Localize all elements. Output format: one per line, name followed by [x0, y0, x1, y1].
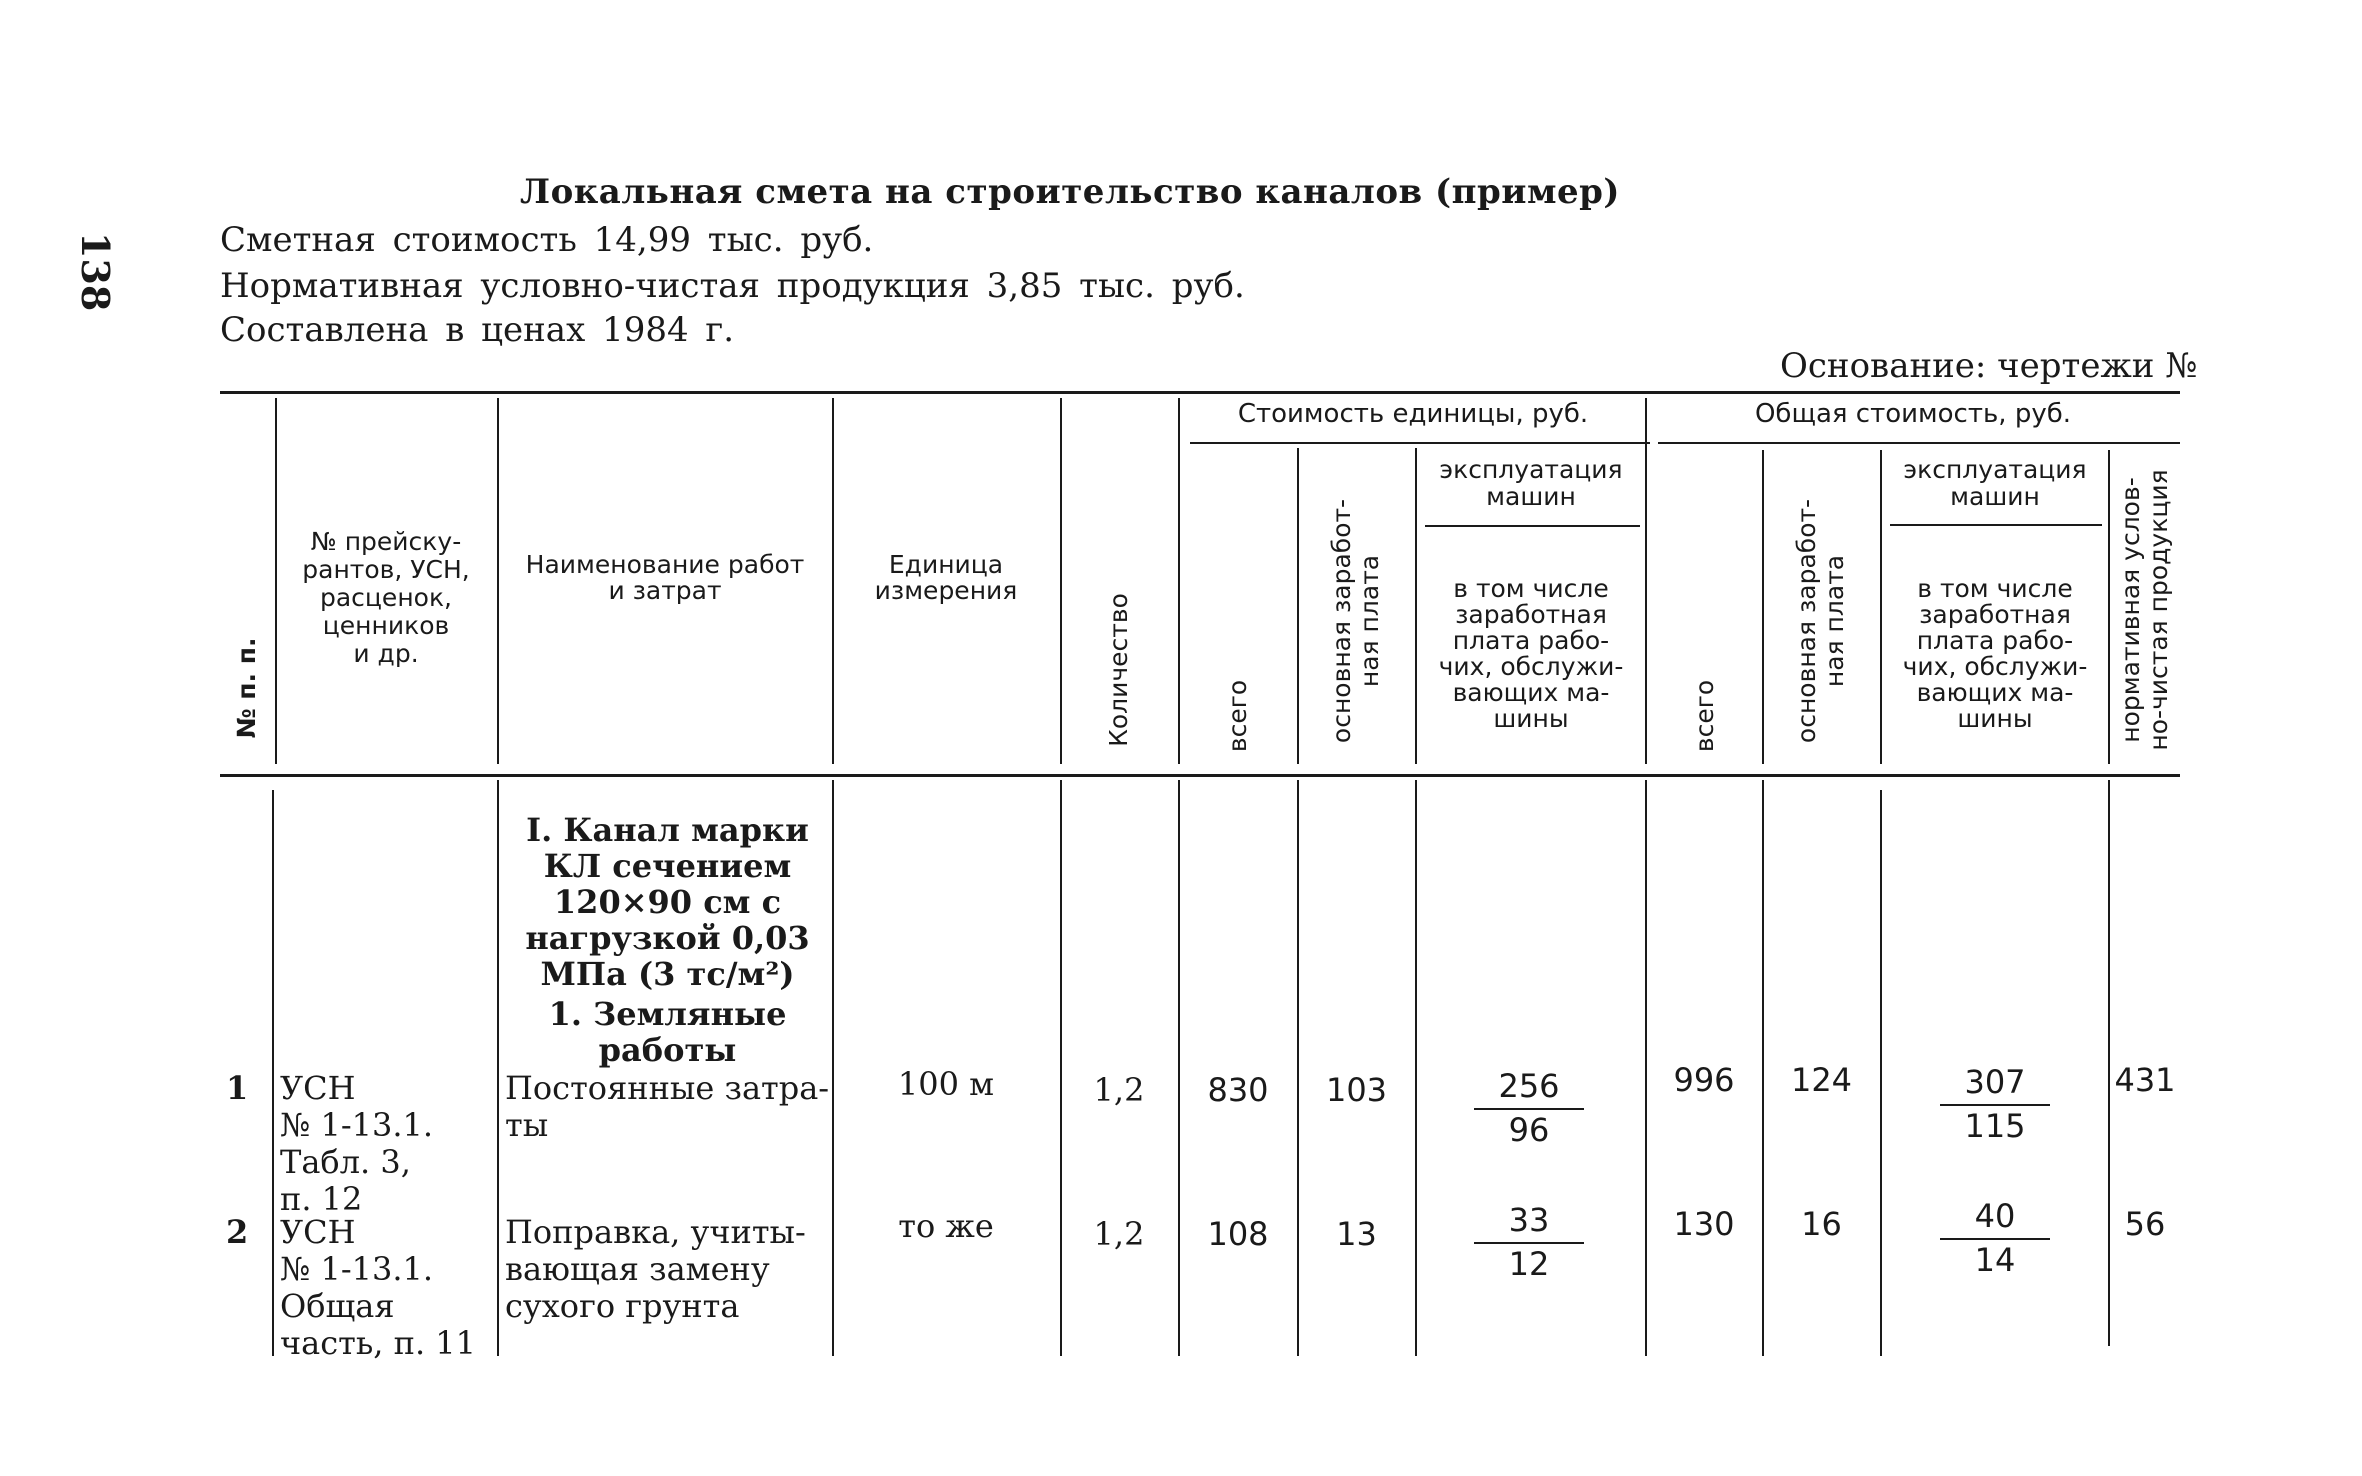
header-total-cost-group: Общая стоимость, руб.	[1754, 399, 2072, 429]
total-mach-sub-rule	[1890, 524, 2102, 526]
header-unit-machines: эксплуатация машин	[1439, 455, 1623, 511]
unit-cost-group-rule	[1190, 442, 1650, 444]
row-total-machines-fraction	[1940, 1062, 2050, 1146]
row-number: 1	[226, 1069, 249, 1107]
row-unit-machines-fraction	[1474, 1066, 1584, 1150]
row-number: 2	[226, 1213, 249, 1251]
header-work-name: Наименование работ и затрат	[525, 550, 805, 605]
row-unit-total: 830	[1207, 1071, 1269, 1109]
header-unit-wage: основная заработ- ная плата	[1327, 498, 1384, 744]
row-unit: 100 м	[897, 1065, 995, 1103]
header-unit-cost-group: Стоимость единицы, руб.	[1237, 399, 1589, 429]
estimated-cost: Сметная стоимость 14,99 тыс. руб.	[220, 220, 874, 260]
row-work-name: Постоянные затра- ты	[505, 1069, 830, 1144]
row-unit-wage: 13	[1336, 1215, 1377, 1253]
page-number: 138	[73, 232, 118, 312]
row-work-name: Поправка, учиты- вающая замену сухого грунта	[505, 1213, 806, 1325]
header-total-all: всего	[1690, 679, 1719, 753]
header-total-machines-wage: в том числе заработная плата рабо- чих, обслужи- вающих ма- шины	[1902, 574, 2088, 733]
row-unit-machines: 256	[1474, 1066, 1584, 1110]
section-title: I. Канал марки КЛ сечением 120×90 см с нагрузкой 0,03 МПа (3 тс/м²)	[525, 811, 810, 993]
header-unit-machines-wage: в том числе заработная плата рабо- чих, обслужи- вающих ма- шины	[1438, 574, 1624, 733]
row-normative: 431	[2114, 1061, 2176, 1099]
unit-mach-sub-rule	[1425, 525, 1640, 527]
header-unit-total: всего	[1223, 679, 1252, 753]
row-pricelist: УСН № 1-13.1. Табл. 3, п. 12	[280, 1069, 434, 1218]
header-total-wage: основная заработ- ная плата	[1792, 498, 1849, 744]
row-unit-total: 108	[1207, 1215, 1269, 1253]
row-unit-machines-wage: 12	[1508, 1245, 1550, 1283]
row-quantity: 1,2	[1093, 1071, 1145, 1109]
row-normative: 56	[2124, 1205, 2166, 1243]
subsection-title: 1. Земляные работы	[548, 995, 787, 1069]
row-total-machines-wage: 14	[1974, 1241, 2016, 1279]
prices-year: Составлена в ценах 1984 г.	[220, 310, 735, 350]
row-total-machines: 307	[1940, 1062, 2050, 1106]
row-pricelist: УСН № 1-13.1. Общая часть, п. 11	[280, 1213, 477, 1362]
row-total-wage: 16	[1801, 1205, 1842, 1243]
row-unit-machines-fraction	[1474, 1200, 1584, 1284]
table-header-rule	[220, 774, 2180, 777]
row-total-machines: 40	[1940, 1196, 2050, 1240]
header-quantity: Количество	[1104, 593, 1133, 747]
row-unit-wage: 103	[1325, 1071, 1388, 1109]
table-top-rule	[220, 391, 2180, 394]
row-unit: то же	[898, 1207, 994, 1245]
basis-drawings: Основание: чертежи №	[1780, 346, 2198, 386]
header-pricelist: № прейску- рантов, УСН, расценок, ценников и др.	[302, 527, 470, 668]
header-normative: нормативная услов- но-чистая продукция	[2116, 469, 2173, 751]
row-total-machines-wage: 115	[1964, 1107, 2026, 1145]
row-quantity: 1,2	[1093, 1215, 1145, 1253]
row-unit-machines-wage: 96	[1508, 1111, 1550, 1149]
row-unit-machines: 33	[1474, 1200, 1584, 1244]
total-cost-group-rule	[1658, 442, 2180, 444]
document-title: Локальная смета на строительство каналов (пример)	[520, 172, 1620, 212]
row-total: 130	[1673, 1205, 1735, 1243]
row-total: 996	[1673, 1061, 1735, 1099]
normative-product: Нормативная условно-чистая продукция 3,85 тыс. руб.	[220, 266, 1245, 306]
header-row-number: № п. п.	[232, 637, 261, 739]
header-unit: Единица измерения	[874, 550, 1018, 605]
row-total-machines-fraction	[1940, 1196, 2050, 1280]
row-total-wage: 124	[1790, 1061, 1853, 1099]
header-total-machines: эксплуатация машин	[1903, 455, 2087, 511]
